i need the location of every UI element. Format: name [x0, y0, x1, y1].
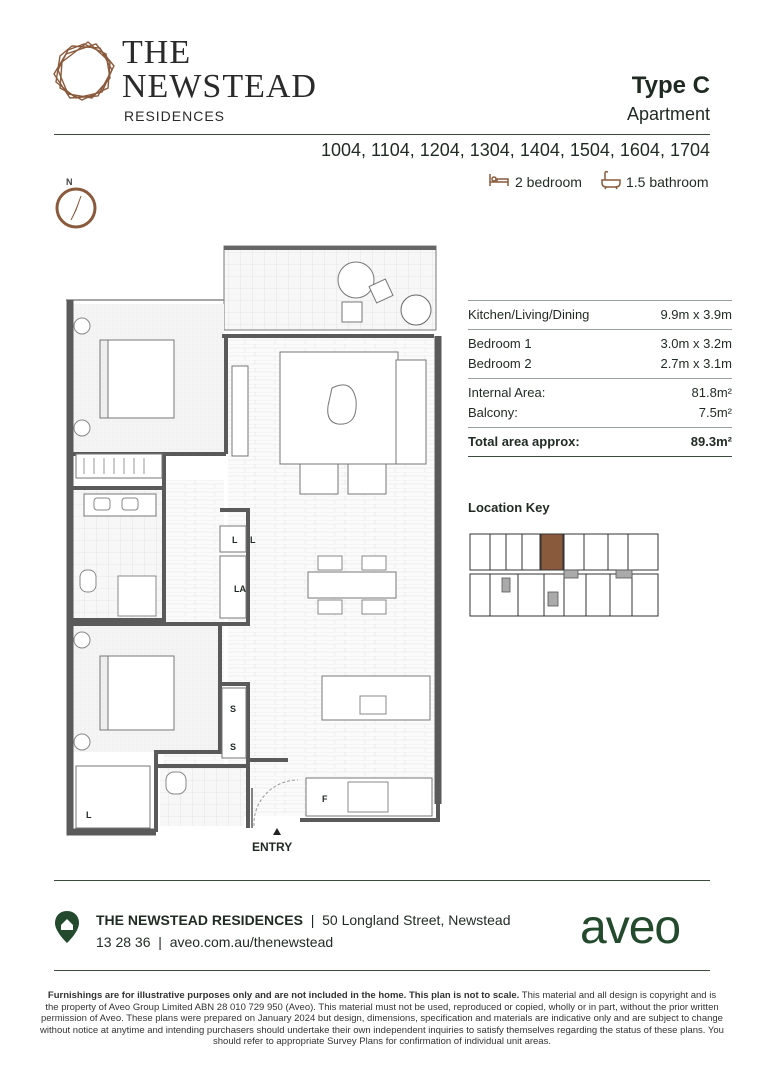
spec-row: [468, 403, 732, 423]
brand-logo-icon: [52, 40, 116, 102]
floorplan-label-fridge: F: [322, 794, 328, 804]
floorplan-label-laundry: LA: [234, 584, 246, 594]
spec-value: 7.5m²: [698, 405, 732, 420]
footer-address: [96, 912, 510, 928]
spec-divider: [468, 329, 732, 330]
spec-row: [468, 305, 732, 325]
floorplan-label-linen: L: [250, 535, 256, 545]
footer-separator: |: [154, 934, 166, 950]
disclaimer: [40, 990, 724, 1048]
disclaimer-text: This material and all design is copyright and is the property of Aveo Group Limited ABN 28 010 729 950 (Aveo). This material must not be used, reproduced or copied, wholly or in part, without the prior written permission of Aveo. These plans were prepared on January 2024 but design, dimensions, specification and materials are indicative only and are subject to change without notice at anytime and intending purchasers should undertake their own independent inquiries to satisfy themselves regarding the status of these plans. You should refer to appropriate Survey Plans for confirmation of individual unit areas.: [40, 990, 724, 1047]
spec-divider: [468, 456, 732, 457]
footer-website-link[interactable]: aveo.com.au/thenewstead: [169, 934, 334, 950]
header-divider: [54, 134, 710, 135]
location-key-title: Location Key: [468, 500, 550, 515]
spec-value: 2.7m x 3.1m: [660, 356, 732, 371]
floorplan-label-linen: L: [86, 810, 92, 820]
spec-row: [468, 354, 732, 374]
footer-top-divider: [54, 880, 710, 881]
footer-phone[interactable]: 13 28 36: [96, 934, 151, 950]
footer-street: 50 Longland Street, Newstead: [322, 912, 511, 928]
floorplan-label-store: S: [230, 742, 237, 752]
spec-row-total: [468, 432, 732, 452]
spec-label: Total area approx:: [468, 434, 580, 449]
footer-name: THE NEWSTEAD RESIDENCES: [96, 912, 303, 928]
spec-row: [468, 334, 732, 354]
spec-label: Internal Area:: [468, 385, 546, 400]
brand-name-line3: RESIDENCES: [124, 108, 226, 124]
plan-category: Apartment: [626, 104, 710, 124]
floorplan-label-linen: L: [232, 535, 238, 545]
spec-divider: [468, 378, 732, 379]
spec-value: 9.9m x 3.9m: [660, 307, 732, 322]
compass-north-label: N: [66, 177, 73, 187]
brand-name-line1: THE: [122, 34, 192, 71]
spec-row: [468, 383, 732, 403]
bathroom-count: 1.5 bathroom: [626, 174, 709, 190]
bath-icon: [600, 170, 622, 190]
spec-label: Bedroom 1: [468, 336, 532, 351]
aveo-logo: aveo: [580, 901, 681, 954]
unit-numbers: 1004, 1104, 1204, 1304, 1404, 1504, 1604, 1704: [320, 140, 710, 160]
spec-label: Balcony:: [468, 405, 518, 420]
bedroom-count: 2 bedroom: [515, 174, 582, 190]
footer-contact: [96, 934, 333, 950]
brand-name-line2: NEWSTEAD: [122, 68, 317, 105]
location-key-map: [468, 530, 660, 620]
spec-divider: [468, 427, 732, 428]
bed-icon: [488, 172, 510, 188]
footer-separator: |: [306, 912, 319, 928]
spec-label: Kitchen/Living/Dining: [468, 307, 590, 322]
footer-bottom-divider: [54, 970, 710, 971]
disclaimer-bold: Furnishings are for illustrative purposes only and are not included in the home. This plan is not to scale.: [47, 990, 520, 1001]
entry-label: ENTRY: [252, 840, 293, 854]
spec-value: 89.3m²: [690, 434, 732, 449]
compass-icon: [54, 186, 98, 230]
spec-value: 3.0m x 3.2m: [660, 336, 732, 351]
spec-value: 81.8m²: [691, 385, 732, 400]
entry-arrow-icon: [273, 828, 281, 836]
spec-label: Bedroom 2: [468, 356, 532, 371]
area-specs: [468, 300, 732, 461]
floorplan-label-store: S: [230, 704, 237, 714]
spec-divider: [468, 300, 732, 301]
plan-type-title: Type C: [631, 72, 710, 99]
location-pin-icon: [54, 910, 80, 944]
